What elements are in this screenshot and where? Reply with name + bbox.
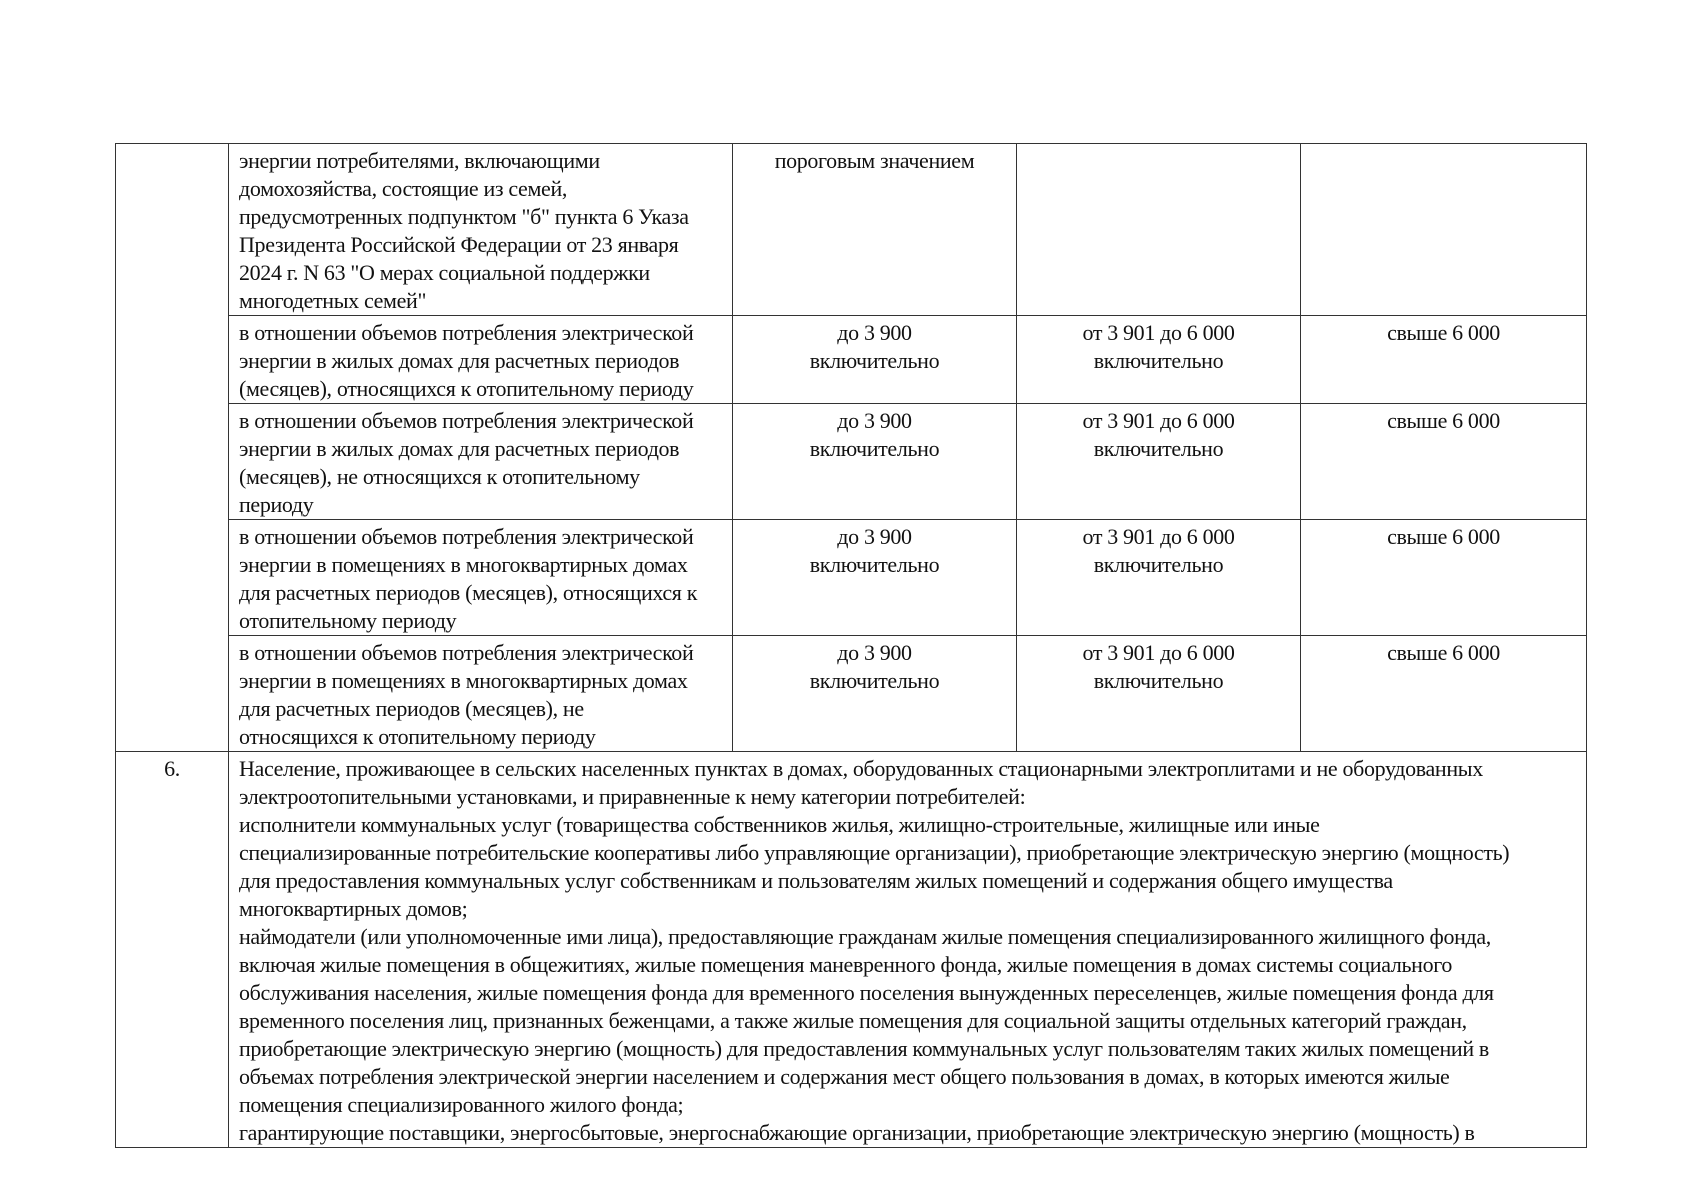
tariff-table bbox=[115, 143, 1587, 1148]
threshold-cell: пороговым значением bbox=[733, 144, 1017, 316]
above-cell: свыше 6 000 bbox=[1301, 520, 1587, 636]
table-row-section-6 bbox=[116, 752, 1587, 1148]
table-row bbox=[116, 404, 1587, 520]
description-cell: в отношении объемов потребления электрической энергии в жилых домах для расчетных периодов (месяцев), не относящихся к отопительному периоду bbox=[229, 404, 733, 520]
description-cell: в отношении объемов потребления электрической энергии в помещениях в многоквартирных домах для расчетных периодов (месяцев), относящихся к отопительному периоду bbox=[229, 520, 733, 636]
description-cell: в отношении объемов потребления электрической энергии в жилых домах для расчетных периодов (месяцев), относящихся к отопительному периоду bbox=[229, 316, 733, 404]
description-cell: в отношении объемов потребления электрической энергии в помещениях в многоквартирных домах для расчетных периодов (месяцев), не относящихся к отопительному периоду bbox=[229, 636, 733, 752]
table-row bbox=[116, 520, 1587, 636]
number-cell bbox=[116, 144, 229, 752]
range-cell: от 3 901 до 6 000 включительно bbox=[1017, 404, 1301, 520]
table-row bbox=[116, 316, 1587, 404]
range-cell: от 3 901 до 6 000 включительно bbox=[1017, 520, 1301, 636]
above-cell: свыше 6 000 bbox=[1301, 636, 1587, 752]
threshold-cell: до 3 900 включительно bbox=[733, 636, 1017, 752]
range-cell: от 3 901 до 6 000 включительно bbox=[1017, 636, 1301, 752]
range-cell bbox=[1017, 144, 1301, 316]
above-cell bbox=[1301, 144, 1587, 316]
above-cell: свыше 6 000 bbox=[1301, 404, 1587, 520]
table-row-continuation bbox=[116, 144, 1587, 316]
row-number: 6. bbox=[116, 752, 229, 1148]
threshold-cell: до 3 900 включительно bbox=[733, 520, 1017, 636]
range-cell: от 3 901 до 6 000 включительно bbox=[1017, 316, 1301, 404]
threshold-cell: до 3 900 включительно bbox=[733, 404, 1017, 520]
table-row bbox=[116, 636, 1587, 752]
above-cell: свыше 6 000 bbox=[1301, 316, 1587, 404]
section-6-description: Население, проживающее в сельских населенных пунктах в домах, оборудованных стационарными электроплитами и не оборудованных электроотопительными установками, и приравненные к нему категории потребителей: исполнители коммунальных услуг (товарищества собственников жилья, жилищно-строительные, жилищные или иные специализированные потребительские кооперативы либо управляющие организации), приобретающие электрическую энергию (мощность) для предоставления коммунальных услуг собственникам и пользователям жилых помещений и содержания общего имущества многоквартирных домов; наймодатели (или уполномоченные ими лица), предоставляющие гражданам жилые помещения специализированного жилищного фонда, включая жилые помещения в общежитиях, жилые помещения маневренного фонда, жилые помещения в домах системы социального обслуживания населения, жилые помещения фонда для временного поселения вынужденных переселенцев, жилые помещения фонда для временного поселения лиц, признанных беженцами, а также жилые помещения для социальной защиты отдельных категорий граждан, приобретающие электрическую энергию (мощность) для предоставления коммунальных услуг пользователям таких жилых помещений в объемах потребления электрической энергии населением и содержания мест общего пользования в домах, в которых имеются жилые помещения специализированного жилого фонда; гарантирующие поставщики, энергосбытовые, энергоснабжающие организации, приобретающие электрическую энергию (мощность) в bbox=[229, 752, 1587, 1148]
threshold-cell: до 3 900 включительно bbox=[733, 316, 1017, 404]
description-cell: энергии потребителями, включающими домохозяйства, состоящие из семей, предусмотренных подпунктом "б" пункта 6 Указа Президента Российской Федерации от 23 января 2024 г. N 63 "О мерах социальной поддержки многодетных семей" bbox=[229, 144, 733, 316]
